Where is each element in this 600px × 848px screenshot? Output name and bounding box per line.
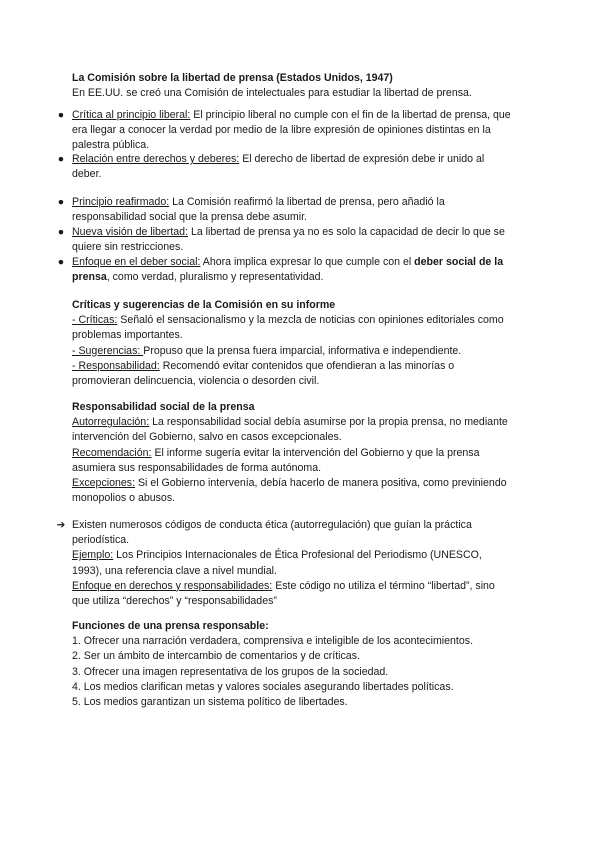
item-text: Propuso que la prensa fuera imparcial, informativa e independiente. [143, 344, 462, 357]
bullet-item [56, 225, 536, 255]
bullet-text: Ahora implica expresar lo que cumple con el [200, 256, 415, 268]
item-label: Autorregulación: [72, 416, 150, 429]
section-title: Funciones de una prensa responsable: [72, 620, 269, 632]
item-text: problemas importantes. [72, 329, 183, 342]
item-text: promovieran delincuencia, violencia o desorden civil. [72, 375, 320, 388]
item-label: - Responsabilidad: [72, 359, 160, 372]
arrow-text: periodística. [72, 534, 130, 547]
bullet-text: responsabilidad social que la prensa debe asumir. [72, 211, 307, 224]
list-item: 4. Los medios clarifican metas y valores sociales asegurando libertades políticas. [72, 680, 454, 693]
bullet-text: era llegar a conocer la verdad por medio de la libre expresión de opiniones distintas en la [72, 124, 491, 137]
bullet-bold-text: prensa [72, 271, 107, 284]
item-label: Recomendación: [72, 446, 152, 459]
bullet-dot: ● [57, 196, 65, 208]
bullet-item [56, 152, 536, 182]
section-title: La Comisión sobre la libertad de prensa (Estados Unidos, 1947) [72, 72, 393, 84]
bullet-bold-text: deber social de la [414, 256, 504, 268]
item-label: - Sugerencias: [72, 344, 144, 357]
bullet-text: El principio liberal no cumple con el fin de la libertad de prensa, que [190, 109, 511, 121]
arrow-text: Existen numerosos códigos de conducta ética (autorregulación) que guían la práctica [72, 519, 472, 531]
bullet-text: palestra pública. [72, 139, 150, 152]
item-label: - Críticas: [72, 314, 118, 327]
item-label: Excepciones: [72, 477, 136, 490]
bullet-text: , como verdad, pluralismo y representatividad. [106, 271, 324, 284]
item-text: asumiera sus responsabilidades de forma autónoma. [72, 461, 322, 474]
bullet-text: La Comisión reafirmó la libertad de prensa, pero añadió la [169, 196, 445, 208]
bullet-label: Relación entre derechos y deberes: [72, 153, 240, 165]
section-title: Responsabilidad social de la prensa [72, 401, 255, 413]
section-funciones [72, 619, 532, 710]
example-text: Los Principios Internacionales de Ética Profesional del Periodismo (UNESCO, [113, 549, 482, 562]
bullet-label: Enfoque en el deber social: [72, 256, 201, 268]
bullet-text: La libertad de prensa ya no es solo la capacidad de decir lo que se [188, 226, 505, 238]
bullet-dot: ● [57, 226, 65, 238]
bullet-text: El derecho de libertad de expresión debe ir unido al [239, 153, 485, 165]
example-label: Ejemplo: [72, 549, 114, 562]
item-text: Si el Gobierno intervenía, debía hacerlo de manera positiva, como previniendo [135, 477, 507, 490]
section-title: Críticas y sugerencias de la Comisión en su informe [72, 299, 336, 311]
bullet-label: Crítica al principio liberal: [72, 109, 191, 121]
bullet-text: deber. [72, 168, 102, 181]
list-item: 1. Ofrecer una narración verdadera, comprensiva e inteligible de los acontecimientos. [72, 635, 474, 648]
example-text: 1993), una referencia clave a nivel mundial. [72, 564, 277, 577]
bullet-text: quiere sin restricciones. [72, 241, 184, 254]
arrow-item [56, 518, 536, 609]
item-text: Señaló el sensacionalismo y la mezcla de noticias con opiniones editoriales como [117, 314, 504, 327]
bullet-item [56, 195, 536, 225]
bullet-item [56, 108, 536, 154]
bullet-dot: ● [57, 256, 65, 268]
list-item: 3. Ofrecer una imagen representativa de los grupos de la sociedad. [72, 665, 389, 678]
arrow-icon: ➔ [56, 519, 66, 531]
bullet-dot: ● [57, 109, 65, 121]
bullet-label: Nueva visión de libertad: [72, 226, 189, 238]
paragraph: En EE.UU. se creó una Comisión de intelectuales para estudiar la libertad de prensa. [72, 87, 472, 100]
item-text: La responsabilidad social debía asumirse por la propia prensa, no mediante [149, 416, 508, 429]
list-item: 2. Ser un ámbito de intercambio de comentarios y de críticas. [72, 650, 360, 663]
item-text: monopolios o abusos. [72, 492, 176, 505]
bullet-dot: ● [57, 153, 65, 165]
item-text: El informe sugería evitar la intervención del Gobierno y que la prensa [151, 446, 480, 459]
bullet-item [56, 255, 536, 285]
focus-label: Enfoque en derechos y responsabilidades: [72, 579, 273, 592]
section-criticas [72, 298, 532, 389]
item-text: Recomendó evitar contenidos que ofendieran a las minorías o [159, 359, 455, 372]
list-item: 5. Los medios garantizan un sistema político de libertades. [72, 696, 348, 709]
section-responsabilidad [72, 400, 532, 506]
bullet-label: Principio reafirmado: [72, 196, 170, 208]
focus-text: Este código no utiliza el término “libertad”, sino [272, 579, 495, 592]
section-comision [72, 71, 532, 101]
item-text: intervención del Gobierno, salvo en casos excepcionales. [72, 431, 342, 444]
focus-text: que utiliza “derechos” y “responsabilidades” [72, 595, 277, 608]
